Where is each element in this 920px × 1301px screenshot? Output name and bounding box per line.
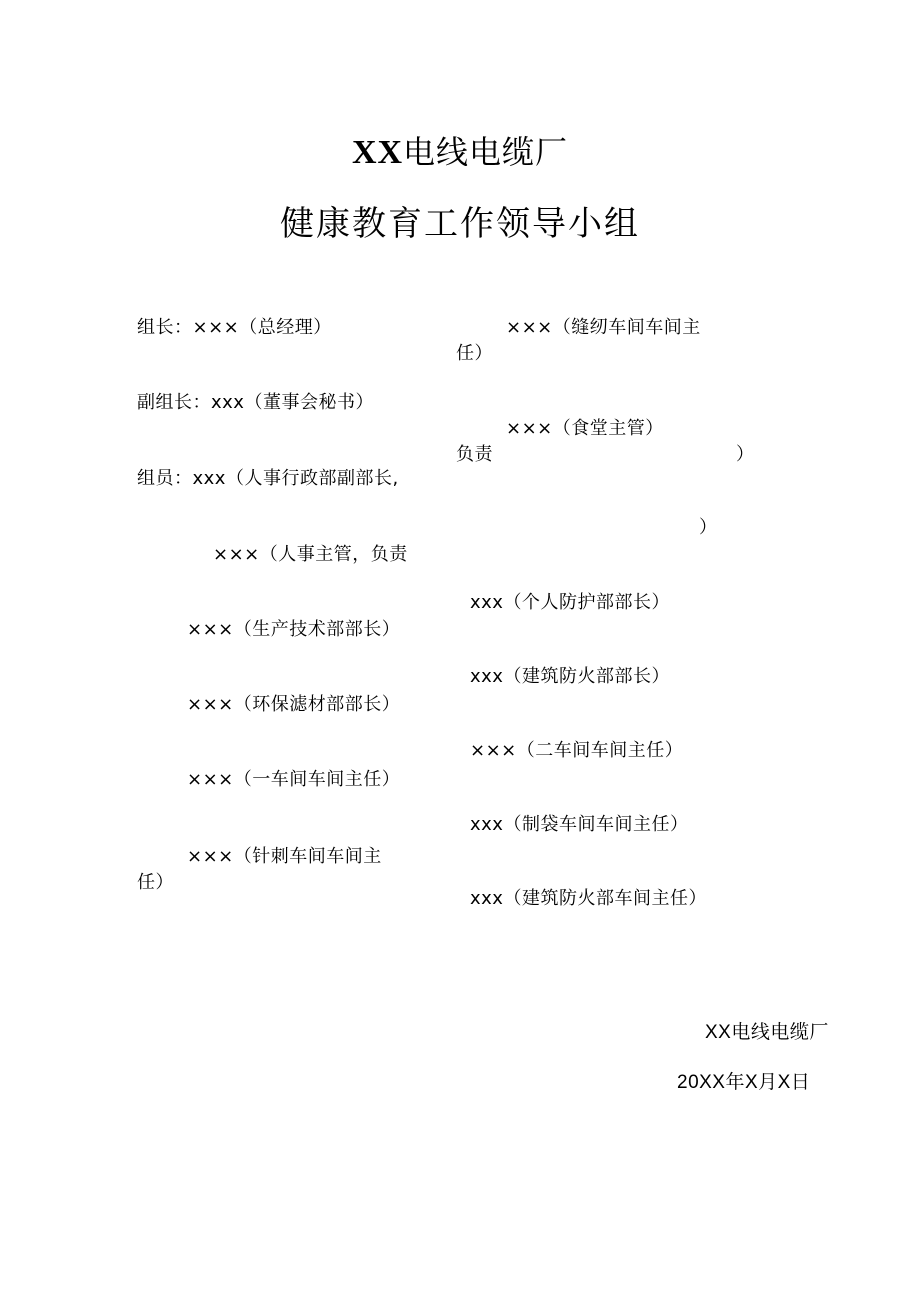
member-line: ×××（生产技术部部长） [187, 619, 401, 640]
responsibility-line: 负责 [456, 444, 493, 465]
member-line: ×××（环保滤材部部长） [187, 694, 401, 715]
closing-paren: ） [699, 517, 718, 538]
deputy-leader-line: 副组长：xxx（董事会秘书） [137, 392, 374, 413]
members-heading-line: 组员：xxx（人事行政部副部长, [137, 468, 399, 489]
member-line: ×××（人事主管，负责 [213, 544, 408, 565]
member-line: ×××（缝纫车间车间主 [506, 317, 701, 338]
document-title [0, 132, 920, 173]
member-line: ×××（针刺车间车间主 [187, 846, 382, 867]
leader-line: 组长：×××（总经理） [137, 317, 332, 338]
member-line-wrap: 任） [456, 343, 493, 364]
closing-paren: ） [736, 444, 755, 465]
title-company: 电线电缆厂 [403, 133, 569, 171]
member-line: xxx（建筑防火部部长） [470, 666, 670, 687]
footer-company: XX电线电缆厂 [705, 1022, 829, 1043]
member-line: ×××（一车间车间主任） [187, 769, 401, 790]
member-line: ×××（二车间车间主任） [470, 740, 684, 761]
document-subtitle: 健康教育工作领导小组 [280, 204, 640, 244]
member-line: xxx（个人防护部部长） [470, 592, 670, 613]
footer-date: 20XX年X月X日 [677, 1072, 811, 1093]
member-line-wrap: 任） [137, 872, 174, 893]
member-line: xxx（建筑防火部车间主任） [470, 888, 707, 909]
member-line: ×××（食堂主管） [506, 418, 664, 439]
title-latin: XX [351, 134, 404, 171]
member-line: xxx（制袋车间车间主任） [470, 814, 689, 835]
